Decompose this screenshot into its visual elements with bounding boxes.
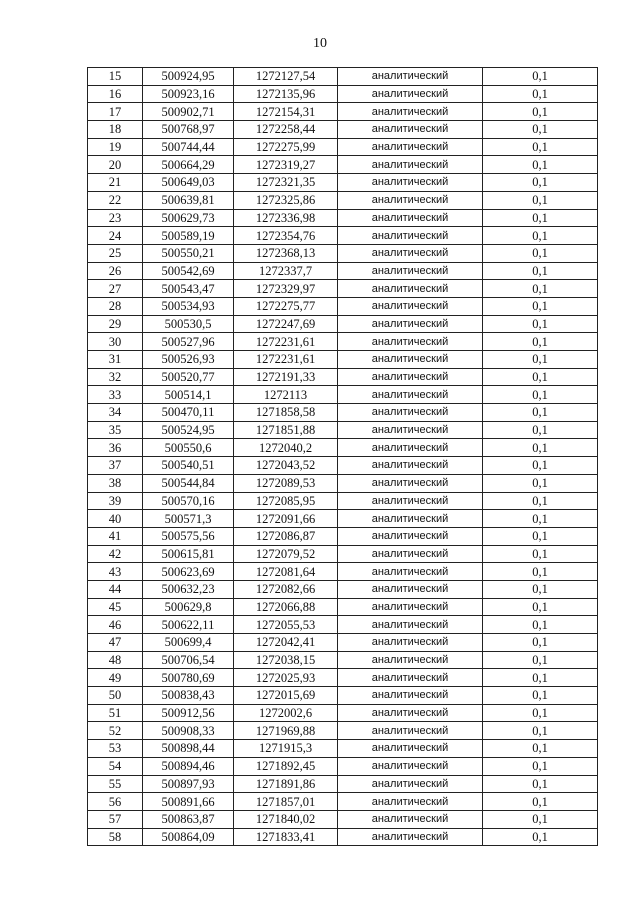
accuracy-cell: 0,1 (483, 439, 598, 457)
x-coordinate-cell: 500629,73 (143, 209, 234, 227)
y-coordinate-cell: 1272042,41 (234, 634, 338, 652)
point-number-cell: 44 (88, 580, 143, 598)
method-cell: аналитический (338, 828, 483, 846)
accuracy-cell: 0,1 (483, 244, 598, 262)
y-coordinate-cell: 1272336,98 (234, 209, 338, 227)
table-row (88, 598, 598, 616)
method-cell: аналитический (338, 227, 483, 245)
method-cell: аналитический (338, 85, 483, 103)
accuracy-cell: 0,1 (483, 174, 598, 192)
method-cell: аналитический (338, 793, 483, 811)
table-row (88, 510, 598, 528)
table-row (88, 156, 598, 174)
point-number-cell: 33 (88, 386, 143, 404)
accuracy-cell: 0,1 (483, 85, 598, 103)
point-number-cell: 16 (88, 85, 143, 103)
x-coordinate-cell: 500534,93 (143, 297, 234, 315)
table-row (88, 351, 598, 369)
point-number-cell: 50 (88, 687, 143, 705)
x-coordinate-cell: 500664,29 (143, 156, 234, 174)
method-cell: аналитический (338, 492, 483, 510)
x-coordinate-cell: 500768,97 (143, 121, 234, 139)
point-number-cell: 45 (88, 598, 143, 616)
accuracy-cell: 0,1 (483, 634, 598, 652)
y-coordinate-cell: 1271840,02 (234, 810, 338, 828)
y-coordinate-cell: 1272085,95 (234, 492, 338, 510)
x-coordinate-cell: 500780,69 (143, 669, 234, 687)
point-number-cell: 53 (88, 740, 143, 758)
accuracy-cell: 0,1 (483, 209, 598, 227)
y-coordinate-cell: 1272025,93 (234, 669, 338, 687)
point-number-cell: 26 (88, 262, 143, 280)
table-row (88, 651, 598, 669)
method-cell: аналитический (338, 510, 483, 528)
y-coordinate-cell: 1272231,61 (234, 333, 338, 351)
accuracy-cell: 0,1 (483, 368, 598, 386)
method-cell: аналитический (338, 740, 483, 758)
table-row (88, 793, 598, 811)
method-cell: аналитический (338, 439, 483, 457)
table-row (88, 775, 598, 793)
table-row (88, 722, 598, 740)
point-number-cell: 48 (88, 651, 143, 669)
x-coordinate-cell: 500902,71 (143, 103, 234, 121)
y-coordinate-cell: 1272066,88 (234, 598, 338, 616)
table-row (88, 85, 598, 103)
table-row (88, 191, 598, 209)
y-coordinate-cell: 1272275,77 (234, 297, 338, 315)
accuracy-cell: 0,1 (483, 492, 598, 510)
method-cell: аналитический (338, 704, 483, 722)
point-number-cell: 49 (88, 669, 143, 687)
method-cell: аналитический (338, 351, 483, 369)
method-cell: аналитический (338, 474, 483, 492)
x-coordinate-cell: 500570,16 (143, 492, 234, 510)
accuracy-cell: 0,1 (483, 704, 598, 722)
point-number-cell: 15 (88, 68, 143, 86)
y-coordinate-cell: 1272038,15 (234, 651, 338, 669)
x-coordinate-cell: 500540,51 (143, 457, 234, 475)
method-cell: аналитический (338, 333, 483, 351)
x-coordinate-cell: 500622,11 (143, 616, 234, 634)
x-coordinate-cell: 500520,77 (143, 368, 234, 386)
table-row (88, 616, 598, 634)
x-coordinate-cell: 500524,95 (143, 421, 234, 439)
point-number-cell: 37 (88, 457, 143, 475)
y-coordinate-cell: 1271892,45 (234, 757, 338, 775)
x-coordinate-cell: 500550,6 (143, 439, 234, 457)
table-row (88, 421, 598, 439)
x-coordinate-cell: 500544,84 (143, 474, 234, 492)
accuracy-cell: 0,1 (483, 297, 598, 315)
y-coordinate-cell: 1272127,54 (234, 68, 338, 86)
method-cell: аналитический (338, 687, 483, 705)
method-cell: аналитический (338, 669, 483, 687)
y-coordinate-cell: 1272231,61 (234, 351, 338, 369)
y-coordinate-cell: 1271858,58 (234, 404, 338, 422)
y-coordinate-cell: 1271851,88 (234, 421, 338, 439)
accuracy-cell: 0,1 (483, 757, 598, 775)
point-number-cell: 24 (88, 227, 143, 245)
table-row (88, 209, 598, 227)
table-row (88, 545, 598, 563)
point-number-cell: 57 (88, 810, 143, 828)
method-cell: аналитический (338, 616, 483, 634)
accuracy-cell: 0,1 (483, 669, 598, 687)
accuracy-cell: 0,1 (483, 386, 598, 404)
table-row (88, 138, 598, 156)
method-cell: аналитический (338, 598, 483, 616)
coordinates-table-body (88, 68, 598, 846)
x-coordinate-cell: 500550,21 (143, 244, 234, 262)
point-number-cell: 31 (88, 351, 143, 369)
table-row (88, 634, 598, 652)
x-coordinate-cell: 500543,47 (143, 280, 234, 298)
y-coordinate-cell: 1271891,86 (234, 775, 338, 793)
method-cell: аналитический (338, 209, 483, 227)
y-coordinate-cell: 1272329,97 (234, 280, 338, 298)
point-number-cell: 38 (88, 474, 143, 492)
y-coordinate-cell: 1272191,33 (234, 368, 338, 386)
accuracy-cell: 0,1 (483, 280, 598, 298)
method-cell: аналитический (338, 138, 483, 156)
y-coordinate-cell: 1272086,87 (234, 527, 338, 545)
accuracy-cell: 0,1 (483, 580, 598, 598)
y-coordinate-cell: 1271915,3 (234, 740, 338, 758)
x-coordinate-cell: 500527,96 (143, 333, 234, 351)
y-coordinate-cell: 1272319,27 (234, 156, 338, 174)
table-row (88, 757, 598, 775)
point-number-cell: 58 (88, 828, 143, 846)
point-number-cell: 43 (88, 563, 143, 581)
accuracy-cell: 0,1 (483, 545, 598, 563)
x-coordinate-cell: 500530,5 (143, 315, 234, 333)
x-coordinate-cell: 500894,46 (143, 757, 234, 775)
table-row (88, 244, 598, 262)
method-cell: аналитический (338, 156, 483, 174)
x-coordinate-cell: 500838,43 (143, 687, 234, 705)
table-row (88, 492, 598, 510)
point-number-cell: 25 (88, 244, 143, 262)
accuracy-cell: 0,1 (483, 315, 598, 333)
method-cell: аналитический (338, 386, 483, 404)
y-coordinate-cell: 1272337,7 (234, 262, 338, 280)
method-cell: аналитический (338, 244, 483, 262)
point-number-cell: 34 (88, 404, 143, 422)
method-cell: аналитический (338, 527, 483, 545)
x-coordinate-cell: 500632,23 (143, 580, 234, 598)
x-coordinate-cell: 500526,93 (143, 351, 234, 369)
accuracy-cell: 0,1 (483, 333, 598, 351)
point-number-cell: 28 (88, 297, 143, 315)
table-row (88, 563, 598, 581)
x-coordinate-cell: 500863,87 (143, 810, 234, 828)
accuracy-cell: 0,1 (483, 740, 598, 758)
table-row (88, 333, 598, 351)
page-number: 10 (313, 36, 327, 51)
x-coordinate-cell: 500706,54 (143, 651, 234, 669)
x-coordinate-cell: 500629,8 (143, 598, 234, 616)
table-row (88, 704, 598, 722)
x-coordinate-cell: 500571,3 (143, 510, 234, 528)
accuracy-cell: 0,1 (483, 191, 598, 209)
x-coordinate-cell: 500615,81 (143, 545, 234, 563)
accuracy-cell: 0,1 (483, 457, 598, 475)
accuracy-cell: 0,1 (483, 68, 598, 86)
x-coordinate-cell: 500897,93 (143, 775, 234, 793)
point-number-cell: 55 (88, 775, 143, 793)
accuracy-cell: 0,1 (483, 510, 598, 528)
method-cell: аналитический (338, 404, 483, 422)
x-coordinate-cell: 500589,19 (143, 227, 234, 245)
method-cell: аналитический (338, 262, 483, 280)
y-coordinate-cell: 1272082,66 (234, 580, 338, 598)
method-cell: аналитический (338, 545, 483, 563)
accuracy-cell: 0,1 (483, 687, 598, 705)
table-row (88, 368, 598, 386)
x-coordinate-cell: 500699,4 (143, 634, 234, 652)
coordinates-table (87, 67, 598, 846)
accuracy-cell: 0,1 (483, 227, 598, 245)
method-cell: аналитический (338, 174, 483, 192)
x-coordinate-cell: 500542,69 (143, 262, 234, 280)
accuracy-cell: 0,1 (483, 156, 598, 174)
x-coordinate-cell: 500924,95 (143, 68, 234, 86)
table-row (88, 740, 598, 758)
method-cell: аналитический (338, 368, 483, 386)
method-cell: аналитический (338, 810, 483, 828)
accuracy-cell: 0,1 (483, 351, 598, 369)
x-coordinate-cell: 500898,44 (143, 740, 234, 758)
x-coordinate-cell: 500649,03 (143, 174, 234, 192)
table-row (88, 68, 598, 86)
y-coordinate-cell: 1272354,76 (234, 227, 338, 245)
y-coordinate-cell: 1271969,88 (234, 722, 338, 740)
method-cell: аналитический (338, 121, 483, 139)
method-cell: аналитический (338, 297, 483, 315)
accuracy-cell: 0,1 (483, 404, 598, 422)
table-row (88, 580, 598, 598)
table-row (88, 174, 598, 192)
y-coordinate-cell: 1272002,6 (234, 704, 338, 722)
point-number-cell: 36 (88, 439, 143, 457)
method-cell: аналитический (338, 651, 483, 669)
point-number-cell: 29 (88, 315, 143, 333)
y-coordinate-cell: 1272368,13 (234, 244, 338, 262)
accuracy-cell: 0,1 (483, 262, 598, 280)
point-number-cell: 46 (88, 616, 143, 634)
y-coordinate-cell: 1272081,64 (234, 563, 338, 581)
y-coordinate-cell: 1272091,66 (234, 510, 338, 528)
table-row (88, 297, 598, 315)
point-number-cell: 18 (88, 121, 143, 139)
x-coordinate-cell: 500908,33 (143, 722, 234, 740)
point-number-cell: 23 (88, 209, 143, 227)
table-row (88, 386, 598, 404)
method-cell: аналитический (338, 280, 483, 298)
point-number-cell: 42 (88, 545, 143, 563)
accuracy-cell: 0,1 (483, 563, 598, 581)
accuracy-cell: 0,1 (483, 138, 598, 156)
y-coordinate-cell: 1271857,01 (234, 793, 338, 811)
accuracy-cell: 0,1 (483, 421, 598, 439)
point-number-cell: 19 (88, 138, 143, 156)
method-cell: аналитический (338, 315, 483, 333)
accuracy-cell: 0,1 (483, 616, 598, 634)
y-coordinate-cell: 1272154,31 (234, 103, 338, 121)
method-cell: аналитический (338, 103, 483, 121)
y-coordinate-cell: 1272113 (234, 386, 338, 404)
y-coordinate-cell: 1272015,69 (234, 687, 338, 705)
point-number-cell: 20 (88, 156, 143, 174)
table-row (88, 315, 598, 333)
y-coordinate-cell: 1272043,52 (234, 457, 338, 475)
point-number-cell: 21 (88, 174, 143, 192)
table-row (88, 527, 598, 545)
table-row (88, 227, 598, 245)
method-cell: аналитический (338, 580, 483, 598)
table-row (88, 121, 598, 139)
point-number-cell: 39 (88, 492, 143, 510)
x-coordinate-cell: 500891,66 (143, 793, 234, 811)
point-number-cell: 32 (88, 368, 143, 386)
table-row (88, 669, 598, 687)
point-number-cell: 51 (88, 704, 143, 722)
method-cell: аналитический (338, 757, 483, 775)
point-number-cell: 54 (88, 757, 143, 775)
y-coordinate-cell: 1272135,96 (234, 85, 338, 103)
y-coordinate-cell: 1272258,44 (234, 121, 338, 139)
method-cell: аналитический (338, 68, 483, 86)
x-coordinate-cell: 500623,69 (143, 563, 234, 581)
table-row (88, 404, 598, 422)
y-coordinate-cell: 1271833,41 (234, 828, 338, 846)
method-cell: аналитический (338, 722, 483, 740)
x-coordinate-cell: 500912,56 (143, 704, 234, 722)
accuracy-cell: 0,1 (483, 651, 598, 669)
point-number-cell: 56 (88, 793, 143, 811)
point-number-cell: 52 (88, 722, 143, 740)
method-cell: аналитический (338, 775, 483, 793)
method-cell: аналитический (338, 421, 483, 439)
y-coordinate-cell: 1272089,53 (234, 474, 338, 492)
accuracy-cell: 0,1 (483, 810, 598, 828)
y-coordinate-cell: 1272079,52 (234, 545, 338, 563)
accuracy-cell: 0,1 (483, 121, 598, 139)
point-number-cell: 30 (88, 333, 143, 351)
y-coordinate-cell: 1272247,69 (234, 315, 338, 333)
y-coordinate-cell: 1272055,53 (234, 616, 338, 634)
y-coordinate-cell: 1272325,86 (234, 191, 338, 209)
method-cell: аналитический (338, 191, 483, 209)
method-cell: аналитический (338, 457, 483, 475)
y-coordinate-cell: 1272040,2 (234, 439, 338, 457)
method-cell: аналитический (338, 634, 483, 652)
table-row (88, 828, 598, 846)
accuracy-cell: 0,1 (483, 103, 598, 121)
table-row (88, 439, 598, 457)
point-number-cell: 40 (88, 510, 143, 528)
accuracy-cell: 0,1 (483, 775, 598, 793)
accuracy-cell: 0,1 (483, 474, 598, 492)
y-coordinate-cell: 1272275,99 (234, 138, 338, 156)
table-row (88, 810, 598, 828)
accuracy-cell: 0,1 (483, 722, 598, 740)
point-number-cell: 35 (88, 421, 143, 439)
table-row (88, 280, 598, 298)
accuracy-cell: 0,1 (483, 793, 598, 811)
x-coordinate-cell: 500575,56 (143, 527, 234, 545)
table-row (88, 103, 598, 121)
method-cell: аналитический (338, 563, 483, 581)
accuracy-cell: 0,1 (483, 527, 598, 545)
x-coordinate-cell: 500864,09 (143, 828, 234, 846)
point-number-cell: 47 (88, 634, 143, 652)
table-row (88, 474, 598, 492)
x-coordinate-cell: 500470,11 (143, 404, 234, 422)
accuracy-cell: 0,1 (483, 598, 598, 616)
table-row (88, 262, 598, 280)
point-number-cell: 41 (88, 527, 143, 545)
table-row (88, 457, 598, 475)
x-coordinate-cell: 500744,44 (143, 138, 234, 156)
point-number-cell: 17 (88, 103, 143, 121)
x-coordinate-cell: 500923,16 (143, 85, 234, 103)
y-coordinate-cell: 1272321,35 (234, 174, 338, 192)
accuracy-cell: 0,1 (483, 828, 598, 846)
point-number-cell: 22 (88, 191, 143, 209)
point-number-cell: 27 (88, 280, 143, 298)
x-coordinate-cell: 500639,81 (143, 191, 234, 209)
x-coordinate-cell: 500514,1 (143, 386, 234, 404)
table-row (88, 687, 598, 705)
